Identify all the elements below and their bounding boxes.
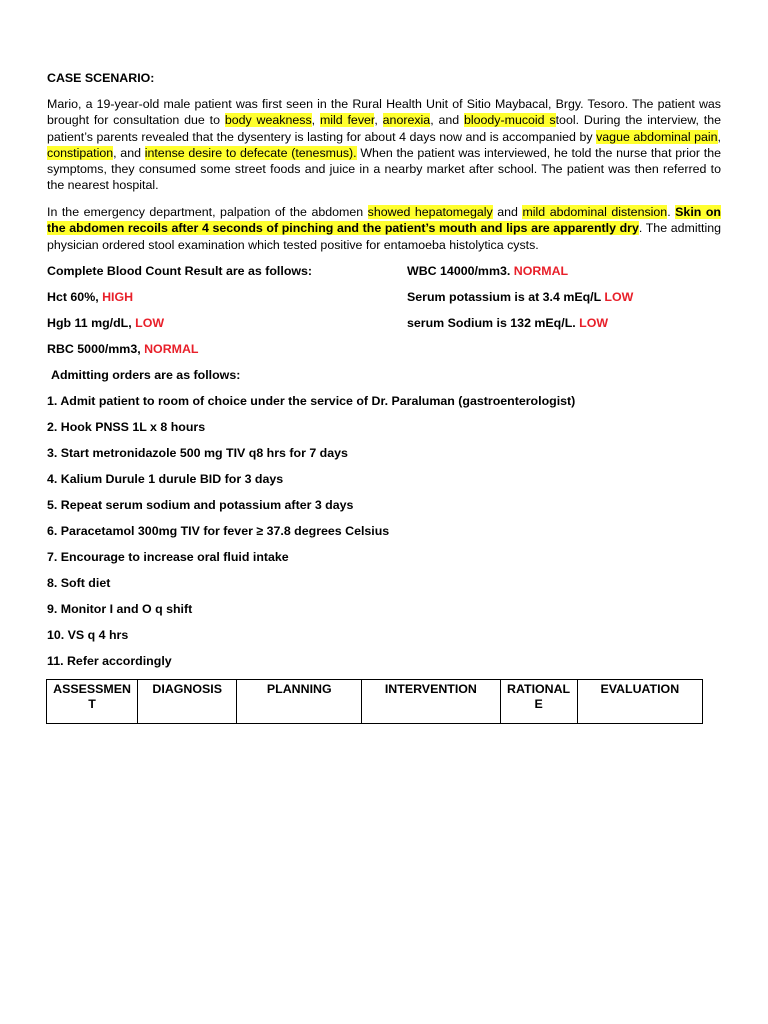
case-scenario-heading: CASE SCENARIO: — [47, 71, 155, 85]
paragraph-text: . The admitting physician ordered stool examination which tested positive for entamoeba histolytica cysts. — [47, 221, 721, 252]
lab-status: HIGH — [102, 290, 134, 304]
lab-label: WBC 14000/mm3. — [407, 264, 514, 278]
paragraph-text: , and — [113, 145, 145, 160]
highlighted-text: mild abdominal distension — [522, 205, 668, 219]
lab-status: NORMAL — [144, 342, 199, 356]
order-item: 7. Encourage to increase oral fluid intake — [47, 550, 289, 564]
highlighted-text: Skin on the abdomen recoils after 4 seconds of pinching and the patient’s mouth and lips are apparently dry — [47, 205, 721, 236]
order-item: 6. Paracetamol 300mg TIV for fever ≥ 37.8 degrees Celsius — [47, 524, 390, 538]
lab-result-hgb — [47, 316, 164, 330]
highlighted-text: showed hepatomegaly — [367, 205, 493, 219]
paragraph-text: When the patient was interviewed, he told the nurse that prior the symptoms, they consumed some street foods and juice in a nearby market after school. The patient was then referred to the nearest hospital. — [47, 145, 721, 193]
order-item: 3. Start metronidazole 500 mg TIV q8 hrs for 7 days — [47, 446, 348, 460]
paragraph-text: and — [492, 205, 523, 219]
lab-status: NORMAL — [513, 264, 569, 278]
header-rationale: RATIONAL E — [500, 680, 577, 724]
lab-result-potassium — [407, 290, 633, 304]
order-item: 5. Repeat serum sodium and potassium after 3 days — [47, 498, 354, 512]
highlighted-text: vague abdominal pain — [596, 129, 718, 144]
paragraph-text: , — [717, 129, 721, 144]
highlighted-text: anorexia — [382, 113, 431, 128]
paragraph-text: , and — [430, 113, 464, 128]
lab-status: LOW — [135, 316, 165, 330]
care-plan-table — [46, 679, 703, 724]
lab-label: RBC 5000/mm3, — [47, 342, 145, 356]
highlighted-text: intense desire to defecate (tenesmus). — [144, 145, 357, 160]
paragraph-text: . — [667, 205, 676, 219]
lab-result-wbc — [407, 264, 568, 278]
highlighted-text: bloody-mucoid s — [463, 113, 556, 128]
paragraph-text: tool. During the interview, the patient’s parents revealed that the dysentery is lasting for about 4 days now and is accompanied by — [47, 113, 721, 144]
order-item: 9. Monitor I and O q shift — [47, 602, 193, 616]
highlighted-text: constipation — [47, 145, 114, 160]
lab-label: Serum potassium is at 3.4 mEq/L — [407, 290, 605, 304]
lab-result-hct — [47, 290, 133, 304]
lab-result-rbc — [47, 342, 198, 356]
case-paragraph-1 — [47, 96, 721, 194]
header-planning: PLANNING — [237, 680, 362, 724]
order-item: 10. VS q 4 hrs — [47, 628, 129, 642]
paragraph-text: , — [374, 113, 383, 128]
header-assessment: ASSESSMEN T — [47, 680, 138, 724]
header-diagnosis: DIAGNOSIS — [138, 680, 237, 724]
paragraph-text: In the emergency department, palpation of the abdomen — [47, 205, 368, 219]
cbc-title: Complete Blood Count Result are as follows: — [47, 264, 313, 278]
order-item: 2. Hook PNSS 1L x 8 hours — [47, 420, 206, 434]
order-item: 1. Admit patient to room of choice under the service of Dr. Paraluman (gastroenterologist) — [47, 394, 576, 408]
lab-label: Hgb 11 mg/dL, — [47, 316, 136, 330]
paragraph-text: Mario, a 19-year-old male patient was first seen in the Rural Health Unit of Sitio Maybacal, Brgy. Tesoro. The patient was brought for consultation due to — [47, 97, 721, 128]
table-header-row — [47, 680, 703, 724]
order-item: 11. Refer accordingly — [47, 654, 172, 668]
lab-label: serum Sodium is 132 mEq/L. — [407, 316, 580, 330]
case-paragraph-2 — [47, 204, 721, 253]
order-item: 8. Soft diet — [47, 576, 111, 590]
lab-label: Hct 60%, — [47, 290, 103, 304]
header-intervention: INTERVENTION — [362, 680, 500, 724]
order-item: 4. Kalium Durule 1 durule BID for 3 days — [47, 472, 284, 486]
lab-status: LOW — [579, 316, 609, 330]
paragraph-text: , — [311, 113, 320, 128]
highlighted-text: body weakness — [224, 113, 312, 128]
orders-title: Admitting orders are as follows: — [51, 368, 241, 382]
header-evaluation: EVALUATION — [577, 680, 702, 724]
lab-status: LOW — [604, 290, 634, 304]
highlighted-text: mild fever — [319, 113, 375, 128]
lab-result-sodium — [407, 316, 608, 330]
